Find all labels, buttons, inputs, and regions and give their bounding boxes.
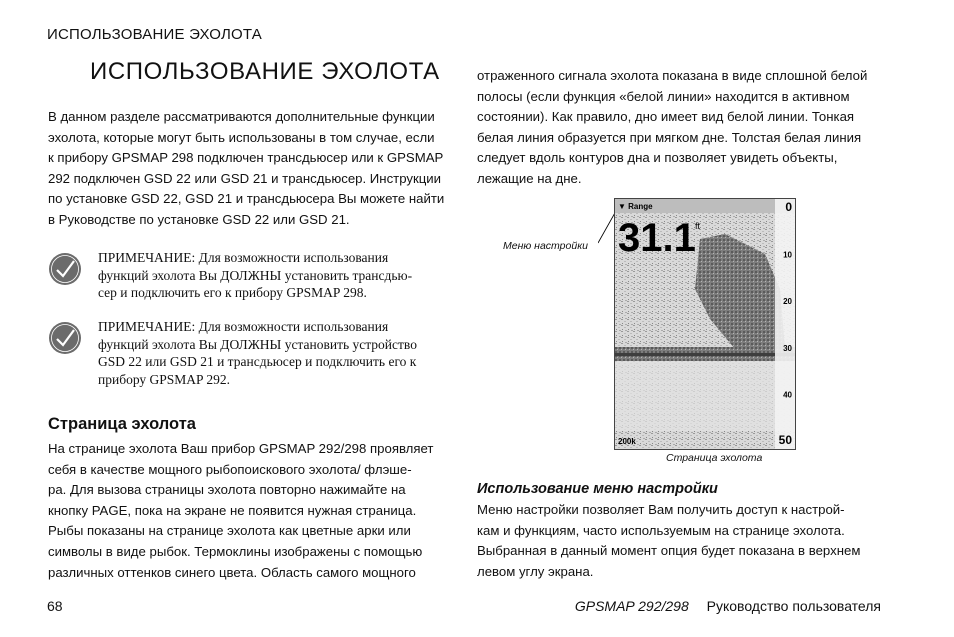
setup-line: Выбранная в данный момент опция будет показана в верхнем — [477, 543, 861, 559]
sonar-line: На странице эхолота Ваш прибор GPSMAP 292/298 проявляет — [48, 441, 434, 456]
setup-menu-heading: Использование меню настройки — [477, 481, 718, 497]
intro-line: по установке GSD 22, GSD 21 и трансдьюсера Вы можете найти — [48, 191, 445, 207]
intro-line: В данном разделе рассматриваются дополнительные функции — [48, 109, 435, 124]
screen-scale-tick: 10 — [783, 250, 792, 260]
sonar-line: кнопку PAGE, пока на экране не появится нужная страница. — [48, 502, 417, 518]
section-title: ИСПОЛЬЗОВАНИЕ ЭХОЛОТА — [90, 58, 440, 85]
page-number: 68 — [47, 598, 63, 614]
setup-line: кам и функциям, часто используемым на странице эхолота. — [477, 522, 845, 538]
sonar-screen-image — [614, 198, 796, 450]
note-checkmark-icon — [48, 321, 82, 355]
screen-scale-tick: 30 — [783, 343, 792, 353]
callout-label: Меню настройки — [503, 240, 588, 252]
footer-manual-title: Руководство пользователя — [706, 598, 881, 614]
intro-line: 292 подключен GSD 22 или GSD 21 и трансдьюсер. Инструкции — [48, 170, 442, 186]
note-line: GSD 22 или GSD 21 и трансдьюсер и подключить его к — [98, 354, 417, 369]
screen-scale-tick: 20 — [783, 297, 792, 307]
screen-depth-unit: ft — [695, 221, 701, 231]
screen-scale-tick: 0 — [785, 200, 792, 214]
screen-scale-tick: 40 — [783, 390, 792, 400]
note-line: функций эхолота Вы ДОЛЖНЫ установить трансдью- — [98, 267, 413, 283]
sonar-page-paragraph — [48, 439, 458, 583]
right-line: полосы (если функция «белой линии» находится в активном — [477, 88, 850, 104]
screen-depth-value: 31.1 — [618, 216, 696, 260]
note-line: ПРИМЕЧАНИЕ: Для возможности использования — [98, 319, 389, 334]
footer-title — [575, 598, 881, 614]
right-line: отраженного сигнала эхолота показана в виде сплошной белой — [477, 68, 868, 83]
running-header: ИСПОЛЬЗОВАНИЕ ЭХОЛОТА — [47, 26, 262, 43]
sonar-line: различных оттенков синего цвета. Область самого мощного — [48, 564, 416, 580]
screen-menu-label: ▼ Range — [618, 202, 653, 211]
sonar-line: символы в виде рыбок. Термоклины изображены с помощью — [48, 543, 423, 559]
figure-caption: Страница эхолота — [666, 452, 763, 464]
right-paragraph — [477, 66, 887, 190]
setup-line: Меню настройки позволяет Вам получить доступ к настрой- — [477, 502, 845, 517]
sonar-page-heading: Страница эхолота — [48, 415, 196, 433]
setup-menu-paragraph — [477, 500, 887, 582]
note-line: сер и подключить его к прибору GPSMAP 298. — [98, 285, 367, 300]
screen-scale-tick: 50 — [778, 433, 792, 447]
right-line: белая линия образуется при мягком дне. Толстая белая линия — [477, 129, 862, 145]
intro-paragraph — [48, 107, 458, 231]
setup-line: левом углу экрана. — [477, 563, 594, 579]
sonar-line: ра. Для вызова страницы эхолота повторно нажимайте на — [48, 482, 406, 498]
sonar-line: Рыбы показаны на странице эхолота как цветные арки или — [48, 523, 411, 539]
intro-line: эхолота, которые могут быть использованы в том случае, если — [48, 129, 435, 145]
right-line: лежащие на дне. — [477, 170, 582, 186]
footer-model: GPSMAP 292/298 — [574, 598, 689, 614]
note-line: ПРИМЕЧАНИЕ: Для возможности использования — [98, 250, 389, 265]
screen-frequency: 200k — [618, 437, 636, 446]
note-line: функций эхолота Вы ДОЛЖНЫ установить устройство — [98, 336, 417, 352]
right-line: следует вдоль контуров дна и позволяет увидеть объекты, — [477, 150, 838, 166]
sonar-line: себя в качестве мощного рыбопоискового эхолота/ флэше- — [48, 461, 412, 477]
right-line: состоянии). Как правило, дно имеет вид белой линии. Тонкая — [477, 109, 855, 125]
note-checkmark-icon — [48, 252, 82, 286]
intro-line: в Руководстве по установке GSD 22 или GSD 21. — [48, 211, 350, 227]
intro-line: к прибору GPSMAP 298 подключен трансдьюсер или к GPSMAP — [48, 150, 444, 166]
note-line: прибору GPSMAP 292. — [98, 371, 231, 387]
